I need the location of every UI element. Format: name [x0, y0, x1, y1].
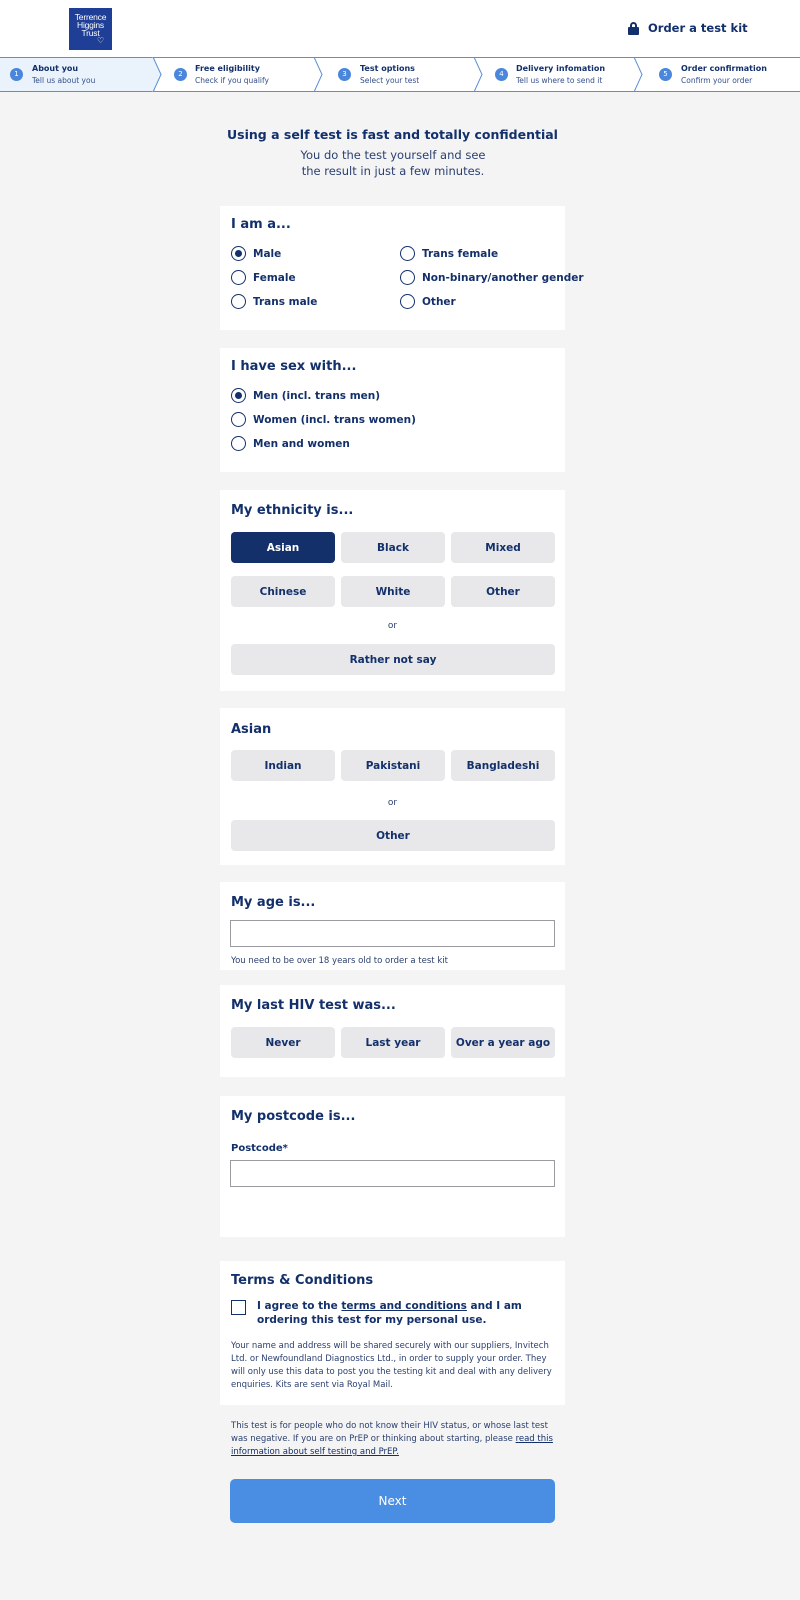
prep-info-link[interactable]: read this information about self testing and PrEP.: [231, 1434, 553, 1457]
terms-agree-text: [257, 1299, 547, 1327]
or-divider: or: [387, 798, 398, 808]
radio-circle: [231, 436, 246, 451]
gender-heading: I am a...: [231, 217, 291, 232]
radio-female[interactable]: [231, 270, 296, 285]
radio-non-binary[interactable]: [400, 270, 584, 285]
step-about-you[interactable]: [0, 58, 155, 91]
postcode-card: [220, 1096, 565, 1237]
step-number: 1: [10, 68, 23, 81]
radio-circle: [231, 246, 246, 261]
sex-with-heading: I have sex with...: [231, 359, 357, 374]
step-number: 3: [338, 68, 351, 81]
radio-circle: [231, 388, 246, 403]
step-order-confirmation[interactable]: [649, 58, 800, 91]
intro-subtitle: You do the test yourself and see the result in just a few minutes.: [300, 148, 486, 178]
asian-pakistani-button[interactable]: Pakistani: [341, 750, 445, 781]
radio-label: Men and women: [253, 437, 350, 450]
radio-other-gender[interactable]: [400, 294, 456, 309]
last-test-last-year-button[interactable]: Last year: [341, 1027, 445, 1058]
heart-icon: ♡: [97, 36, 104, 45]
gender-card: [220, 206, 584, 330]
radio-male[interactable]: [231, 246, 281, 261]
postcode-label: Postcode*: [231, 1143, 288, 1154]
next-button[interactable]: Next: [230, 1479, 555, 1523]
step-number: 5: [659, 68, 672, 81]
radio-circle: [231, 294, 246, 309]
step-delivery-information[interactable]: [484, 58, 634, 91]
step-title: Test options: [360, 64, 415, 73]
order-test-kit-label: Order a test kit: [648, 21, 748, 35]
last-hiv-test-card: [220, 985, 565, 1077]
logo-line-1: Terrence: [74, 12, 107, 22]
sex-with-card: [220, 348, 565, 472]
step-subtitle: Confirm your order: [681, 76, 753, 85]
step-subtitle: Tell us about you: [32, 76, 96, 85]
radio-label: Female: [253, 271, 296, 284]
ethnicity-card: [220, 490, 565, 691]
age-input[interactable]: [230, 920, 555, 947]
step-chevron-icon: [152, 57, 166, 92]
radio-label: Men (incl. trans men): [253, 389, 381, 402]
ethnicity-other-button[interactable]: Other: [451, 576, 555, 607]
ethnicity-chinese-button[interactable]: Chinese: [231, 576, 335, 607]
step-subtitle: Select your test: [360, 76, 420, 85]
age-heading: My age is...: [231, 895, 316, 910]
terrence-higgins-trust-logo[interactable]: [69, 8, 112, 50]
radio-label: Trans male: [253, 295, 318, 308]
last-test-never-button[interactable]: Never: [231, 1027, 335, 1058]
radio-circle: [400, 246, 415, 261]
step-free-eligibility[interactable]: [165, 58, 315, 91]
radio-trans-male[interactable]: [231, 294, 317, 309]
data-sharing-note: Your name and address will be shared securely with our suppliers, Invitech Ltd. or Newfoundland Diagnostics Ltd., in order to supply your order. They will only use this data to post you the testing kit and deal with any delivery enquiries. Kits are sent via Royal Mail.: [231, 1341, 552, 1390]
ethnicity-rather-not-say-button[interactable]: Rather not say: [231, 644, 555, 675]
asian-other-button[interactable]: Other: [231, 820, 555, 851]
radio-men[interactable]: [231, 388, 380, 403]
step-title: Delivery infomation: [516, 64, 606, 73]
postcode-input[interactable]: [230, 1160, 555, 1187]
radio-label: Other: [422, 295, 456, 308]
step-title: Order confirmation: [681, 64, 767, 73]
step-subtitle: Check if you qualify: [195, 76, 269, 85]
step-number: 4: [495, 68, 508, 81]
radio-men-and-women[interactable]: [231, 436, 350, 451]
prep-note-text: This test is for people who do not know their HIV status, or whose last test was negative. If you are on PrEP or thinking about starting, please: [231, 1421, 548, 1444]
step-test-options[interactable]: [327, 58, 475, 91]
radio-label: Trans female: [422, 247, 499, 260]
age-card: [220, 882, 565, 970]
ethnicity-black-button[interactable]: Black: [341, 532, 445, 563]
agree-prefix: I agree to the: [257, 1300, 342, 1312]
agree-suffix: and I am ordering this test for my personal use.: [257, 1300, 522, 1326]
ethnicity-mixed-button[interactable]: Mixed: [451, 532, 555, 563]
step-chevron-icon: [313, 57, 327, 92]
logo-line-2: Higgins: [77, 20, 104, 30]
terms-link[interactable]: terms and conditions: [341, 1300, 467, 1312]
ethnicity-white-button[interactable]: White: [341, 576, 445, 607]
step-number: 2: [174, 68, 187, 81]
radio-circle: [231, 270, 246, 285]
order-test-kit-link[interactable]: [628, 21, 748, 35]
radio-circle: [400, 294, 415, 309]
age-hint: You need to be over 18 years old to order a test kit: [231, 956, 448, 966]
lock-icon: [628, 22, 639, 35]
last-test-over-a-year-button[interactable]: Over a year ago: [451, 1027, 555, 1058]
radio-women[interactable]: [231, 412, 416, 427]
step-title: About you: [32, 64, 79, 73]
asian-bangladeshi-button[interactable]: Bangladeshi: [451, 750, 555, 781]
radio-label: Women (incl. trans women): [253, 413, 416, 426]
last-hiv-test-heading: My last HIV test was...: [231, 998, 396, 1013]
terms-card: [220, 1261, 565, 1405]
ethnicity-asian-button[interactable]: Asian: [231, 532, 335, 563]
progress-stepper: [0, 57, 800, 92]
terms-heading: Terms & Conditions: [231, 1273, 374, 1288]
step-title: Free eligibility: [195, 64, 260, 73]
logo-line-3: Trust: [81, 28, 100, 38]
radio-label: Non-binary/another gender: [422, 271, 584, 284]
radio-circle: [231, 412, 246, 427]
asian-card: [220, 708, 565, 865]
prep-note: [231, 1420, 556, 1459]
asian-heading: Asian: [231, 722, 272, 737]
radio-label: Male: [253, 247, 282, 260]
step-subtitle: Tell us where to send it: [516, 76, 603, 85]
intro-title: Using a self test is fast and totally confidential: [227, 127, 558, 142]
postcode-heading: My postcode is...: [231, 1109, 356, 1124]
radio-trans-female[interactable]: [400, 246, 498, 261]
asian-indian-button[interactable]: Indian: [231, 750, 335, 781]
step-chevron-icon: [633, 57, 647, 92]
terms-checkbox[interactable]: [231, 1300, 246, 1315]
or-divider: or: [387, 621, 398, 631]
ethnicity-heading: My ethnicity is...: [231, 503, 354, 518]
site-header: [0, 0, 800, 57]
radio-circle: [400, 270, 415, 285]
